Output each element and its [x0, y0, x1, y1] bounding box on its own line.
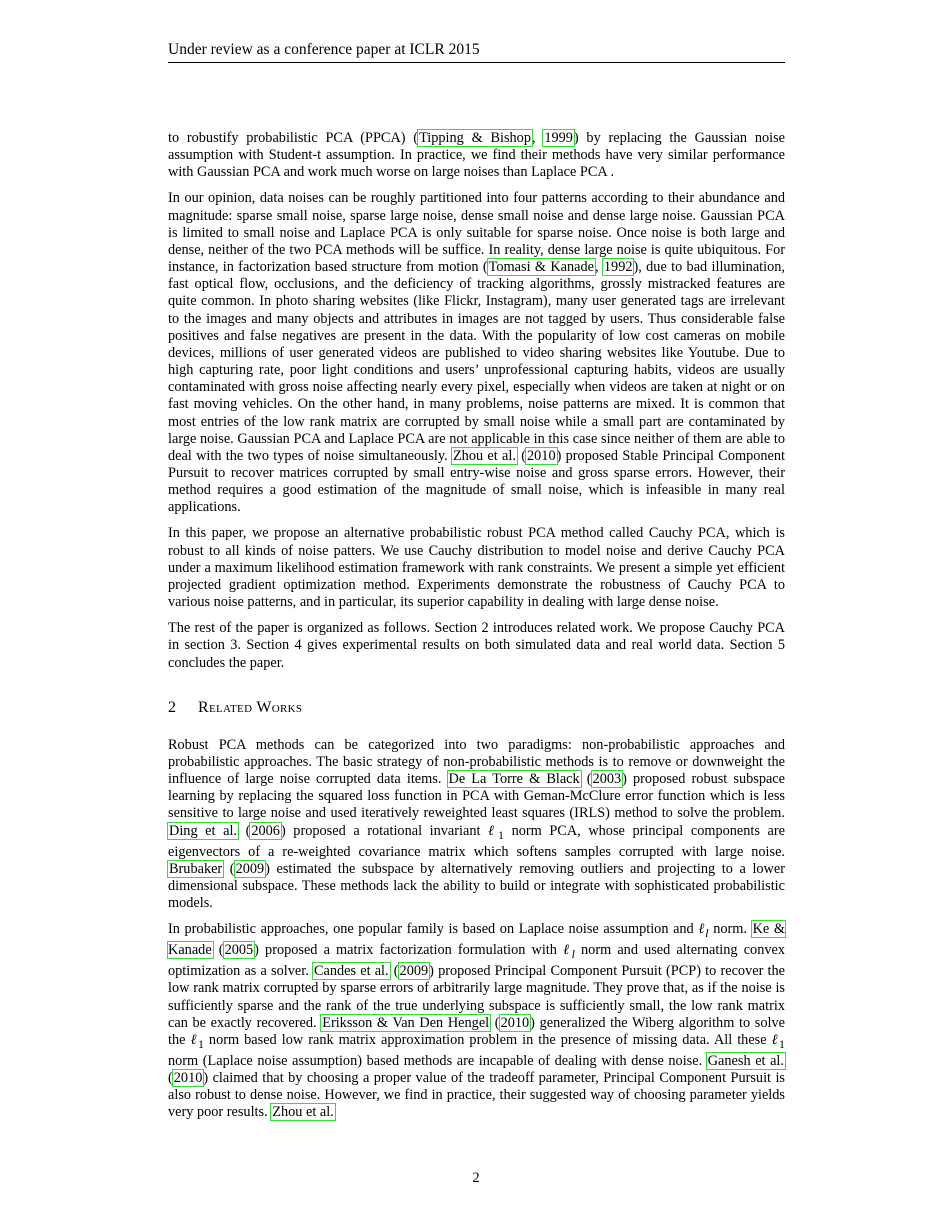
text: norm PCA, whose principal components are eigenvectors of a re-weighted covariance matrix which softens samples corrupted with large noise. — [168, 822, 785, 860]
text: ) estimated the subspace by alternatively removing outliers and projecting to a lower dimensional subspace. These methods lack the ability to build or integrate with sophisticated probabilistic models. — [168, 860, 785, 912]
citation-link[interactable]: Zhou et al. — [272, 1104, 334, 1121]
math-subscript: 1 — [498, 827, 504, 842]
text: In our opinion, data noises can be roughly partitioned into four patterns according to their abundance and magnitude: sparse small noise, sparse large noise, dense small noise and dense large noise. Gaussian PCA is limited to small noise and Laplace PCA is only suitable for sparse noise. Once noise is both large and dense, neither of the two PCA methods will be suffice. In reality, dense large noise is quite ubiquitous. For instance, in factorization based structure from motion ( — [168, 190, 785, 276]
text: norm based low rank matrix approximation problem in the presence of missing data. All these — [203, 1031, 772, 1048]
math-subscript: l — [705, 926, 709, 941]
text: ) generalized the Wiberg algorithm to solve the — [168, 1014, 785, 1048]
text: ) claimed that by choosing a proper value of the tradeoff parameter, Principal Component Pursuit is also robust to dense noise. However, we find in practice, their suggested way of choosing parameter yields very poor results. — [168, 1070, 785, 1121]
section-title: Related Works — [198, 698, 303, 716]
citation-link[interactable]: Brubaker — [169, 860, 223, 877]
math-subscript: 1 — [779, 1036, 785, 1051]
citation-year-link[interactable]: 2009 — [235, 860, 265, 877]
math-subscript: l — [571, 947, 575, 962]
section-number: 2 — [168, 698, 177, 716]
running-title: Under review as a conference paper at ICLR 2015 — [168, 41, 480, 58]
text: ( — [212, 942, 224, 959]
citation-link[interactable]: Ganesh et al. — [707, 1052, 784, 1069]
text: ) proposed a rotational invariant — [280, 822, 489, 839]
citation-link[interactable]: De La Torre & Black — [448, 771, 580, 788]
paragraph-ppca — [168, 130, 785, 181]
citation-year-link[interactable]: 2006 — [251, 822, 280, 839]
math-ell: ℓ — [488, 822, 499, 839]
citation-link[interactable]: Candes et al. — [313, 963, 389, 980]
text: ) proposed Stable Principal Component Pursuit to recover matrices corrupted by small entry-wise noise and gross sparse errors. However, their method requires a good estimation of the magnitude of small noise, which is infeasible in many real applications. — [168, 447, 785, 516]
text: ( — [389, 963, 399, 980]
math-ell: ℓ — [698, 921, 706, 938]
paragraph-robust-pca — [168, 737, 785, 912]
running-header — [168, 41, 785, 63]
citation-year-link[interactable]: 1999 — [544, 130, 573, 146]
text: ( — [490, 1014, 500, 1031]
math-ell: ℓ — [563, 942, 572, 959]
text: , — [594, 259, 603, 276]
citation-link[interactable]: Zhou et al. — [452, 447, 516, 464]
citation-year-link[interactable]: 2009 — [399, 963, 429, 980]
text: ) by replacing the Gaussian noise assumption with Student-t assumption. In practice, we find their methods have very similar performance with Gaussian PCA and work much worse on large noises than Laplace PCA . — [168, 130, 785, 181]
text: norm. — [708, 921, 752, 938]
text: , — [531, 130, 544, 146]
page-body — [168, 130, 785, 1131]
page-number: 2 — [472, 1170, 480, 1186]
text: norm and used alternating convex optimization as a solver. — [168, 942, 785, 980]
paragraph-proposal: In this paper, we propose an alternative probabilistic robust PCA method called Cauchy PCA, which is robust to all kinds of noise patters. We use Cauchy distribution to model noise and derive Cauchy PCA under a maximum likelihood estimation framework with rank constraints. We present a simple yet efficient projected gradient optimization method. Experiments demonstrate the robustness of Cauchy PCA to various noise patterns, and in particular, its superior capability in dealing with large dense noise. — [168, 525, 785, 611]
citation-link[interactable]: Tipping & Bishop — [419, 130, 531, 146]
text: ) proposed a matrix factorization formulation with — [254, 942, 564, 959]
paragraph-noise-patterns — [168, 190, 785, 516]
text: Robust PCA methods can be categorized into two paradigms: non-probabilistic approaches and probabilistic approaches. The basic strategy of non-probabilistic methods is to remove or downweight the influence of large noise corrupted data items. — [168, 736, 785, 788]
citation-year-link[interactable]: 2010 — [500, 1014, 530, 1031]
text: ( — [223, 860, 235, 877]
math-ell: ℓ — [190, 1031, 198, 1048]
citation-link[interactable]: Ke & Kanade — [168, 921, 785, 959]
citation-year-link[interactable]: 2005 — [224, 942, 254, 959]
citation-year-link[interactable]: 1992 — [603, 259, 633, 276]
text: ) proposed robust subspace learning by replacing the squared loss function in PCA with Geman-McClure error function which is less sensitive to large noise and used iteratively reweighted least squares (IRLS) method to solve the problem. — [168, 771, 785, 822]
text: In probabilistic approaches, one popular family is based on Laplace noise assumption and — [168, 921, 699, 938]
citation-year-link[interactable]: 2010 — [173, 1070, 203, 1087]
text: ( — [238, 822, 251, 839]
text: ( — [580, 771, 592, 788]
math-ell: ℓ — [771, 1031, 780, 1048]
citation-link[interactable]: Eriksson & Van Den Hengel — [322, 1014, 490, 1031]
citation-year-link[interactable]: 2010 — [527, 447, 556, 464]
section-heading — [168, 699, 785, 716]
citation-link[interactable]: Ding et al. — [169, 822, 237, 839]
text: ) proposed Principal Component Pursuit (PCP) to recover the low rank matrix corrupted by sparse errors of arbitrarily large magnitude. They prove that, as if the noise is sufficiently sparse and the rank of the true underlying subspace is sufficiently small, the low rank matrix can be exactly recovered. — [168, 963, 785, 1031]
math-subscript: 1 — [197, 1036, 204, 1051]
text: ( — [168, 1070, 173, 1087]
text: ( — [516, 447, 526, 464]
text: ), due to bad illumination, fast optical flow, occlusions, and the deficiency of tracking algorithms, grossly mistracked features are quite common. In photo sharing websites (like Flickr, Instagram), many user generated tags are irrelevant to the images and many objects and attributes in images are not tagged by users. Thus considerable false positives and false negatives are present in the data. With the popularity of low cost cameras on mobile devices, millions of user generated videos are published to video sharing websites like Youtube. Due to high capturing rate, poor light conditions and users’ unprofessional capturing habits, videos are usually contaminated with gross noise affecting nearly every pixel, especially when videos are taken at night or on fast moving vehicles. On the other hand, in many problems, noise patterns are mixed. It is common that most entries of the low rank matrix are corrupted by small noise while a small part are contaminated by large noise. Gaussian PCA and Laplace PCA are not applicable in this case since neither of them are able to deal with the two types of noise simultaneously. — [168, 259, 785, 464]
paragraph-organization: The rest of the paper is organized as follows. Section 2 introduces related work. We propose Cauchy PCA in section 3. Section 4 gives experimental results on both simulated data and real world data. Section 5 concludes the paper. — [168, 620, 785, 671]
page-footer — [0, 1170, 952, 1187]
citation-link[interactable]: Tomasi & Kanade — [488, 259, 594, 276]
citation-year-link[interactable]: 2003 — [592, 771, 622, 788]
paragraph-probabilistic — [168, 921, 785, 1121]
text: norm (Laplace noise assumption) based methods are incapable of dealing with dense noise. — [168, 1052, 707, 1069]
text: to robustify probabilistic PCA (PPCA) ( — [168, 130, 419, 146]
